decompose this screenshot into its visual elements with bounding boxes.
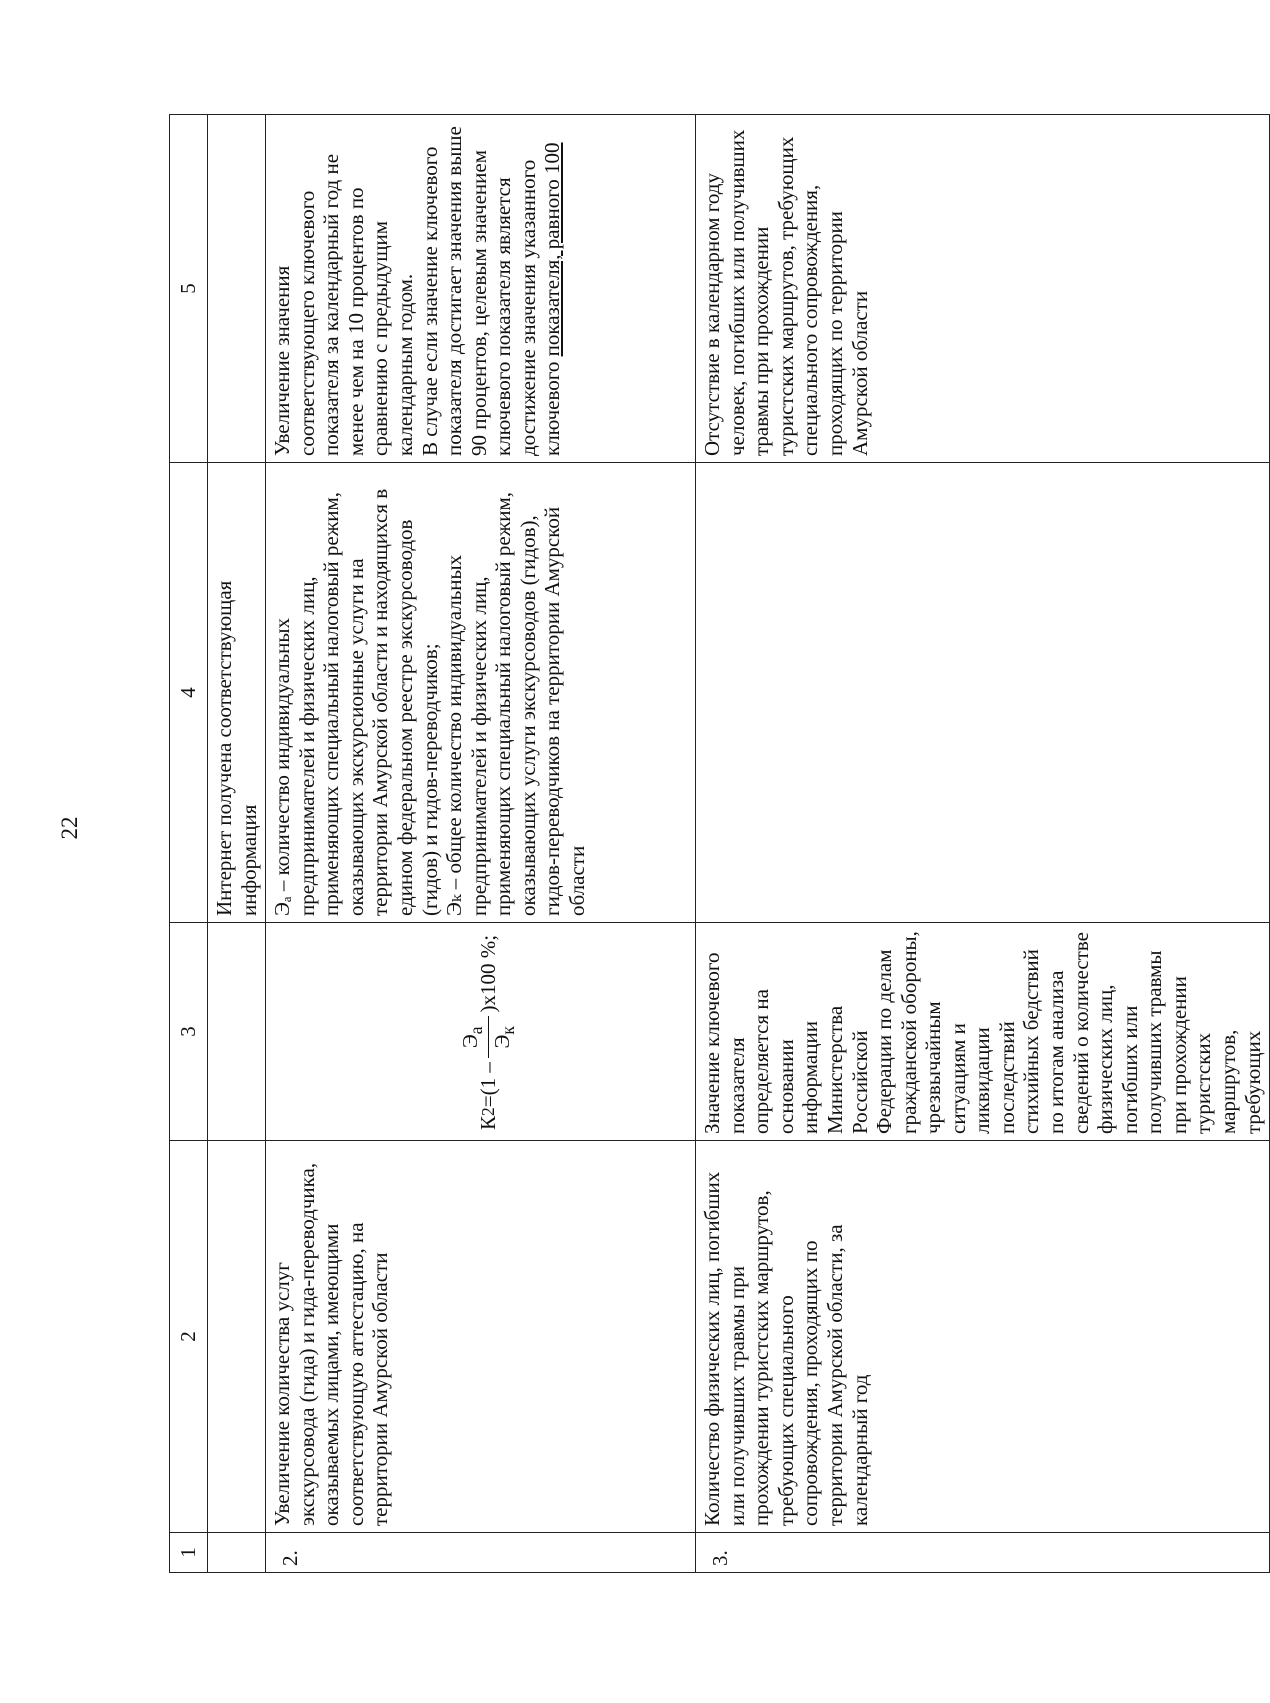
continuation-cell-3 — [208, 923, 266, 1141]
continuation-cell-2 — [208, 1141, 266, 1533]
row-number: 2. — [266, 1533, 696, 1573]
header-col-3: 3 — [170, 923, 208, 1141]
target-value-cell — [266, 115, 696, 463]
formula-close: )х100 %; — [476, 934, 501, 1013]
formula-open: =(1 – — [476, 1062, 501, 1108]
target-value-cell: Отсутствие в календарном году человек, погибших или получивших травмы при прохождении туристских маршрутов, требующих специального сопровождения, проходящих по территории Амурской области — [696, 115, 1270, 463]
method-cell: Значение ключевого показателя определяется на основании информации Министерства Российской Федерации по делам гражданской обороны, чрезвычайным ситуациям и ликвидации последствий стихийных бедствий по итогам анализа сведений о количестве физических лиц, погибших или получивших травмы при прохождении туристских маршрутов, требующих — [696, 923, 1270, 1141]
header-col-5: 5 — [170, 115, 208, 463]
definitions-cell — [266, 463, 696, 923]
formula-cell — [266, 923, 696, 1141]
formula-prefix-sub: 2 — [478, 1107, 499, 1116]
continuation-cell-4: Интернет получена соответствующая информация — [208, 463, 266, 923]
target-extra-underlined: показателя, равного 100 — [540, 142, 565, 357]
formula-prefix: К — [476, 1115, 501, 1130]
continuation-cell-5 — [208, 115, 266, 463]
table-header-row — [170, 115, 208, 1573]
formula-fraction — [459, 1016, 518, 1058]
row-number: 3. — [696, 1533, 1270, 1573]
fraction-numerator-sub: а — [466, 1026, 487, 1035]
definition-ea: Эₐ – количество индивидуальных предпринимателей и физических лиц, применяющих специальный налоговый режим, оказывающих экскурсионные услуги на территории Амурской области и находящихся в едином федеральном реестре экскурсоводов (гидов) и гидов-переводчиков; — [270, 488, 442, 916]
formula — [270, 929, 699, 1134]
indicator-name: Увеличение количества услуг экскурсовода (гида) и гида-переводчика, оказываемых лицами, имеющими соответствующую аттестацию, на территории Амурской области — [266, 1141, 696, 1533]
page-number: 22 — [57, 816, 82, 840]
definition-ek: Эₖ – общее количество индивидуальных предпринимателей и физических лиц, применяющих специальный налоговый режим, оказывающих услуги экскурсоводов (гидов), гидов-переводчиков на территории Амурской области — [442, 491, 589, 916]
continuation-cell-1 — [208, 1533, 266, 1573]
target-main: Увеличение значения соответствующего ключевого показателя за календарный год не менее чем на 10 процентов по сравнению с предыдущим календарным годом. — [270, 153, 417, 456]
fraction-denominator: Э — [489, 1034, 514, 1049]
continuation-row — [208, 115, 266, 1573]
key-indicators-table — [169, 114, 1270, 1573]
table-row — [696, 115, 1270, 1573]
target-extra-text: В случае если значение ключевого показателя достигает значения выше 90 процентов, целевым значением ключевого показателя является достижение значения указанного ключевого — [417, 126, 565, 456]
rotated-table-container — [169, 115, 1265, 1573]
header-col-1: 1 — [170, 1533, 208, 1573]
header-col-2: 2 — [170, 1141, 208, 1533]
indicator-name: Количество физических лиц, погибших или получивших травмы при прохождении туристских маршрутов, требующих специального сопровождения, проходящих по территории Амурской области, за календарный год — [696, 1141, 1270, 1533]
fraction-numerator: Э — [458, 1034, 483, 1049]
table-row — [266, 115, 696, 1573]
target-extra — [418, 121, 565, 456]
fraction-denominator-sub: к — [497, 1026, 518, 1035]
definitions-cell — [696, 463, 1270, 923]
header-col-4: 4 — [170, 463, 208, 923]
